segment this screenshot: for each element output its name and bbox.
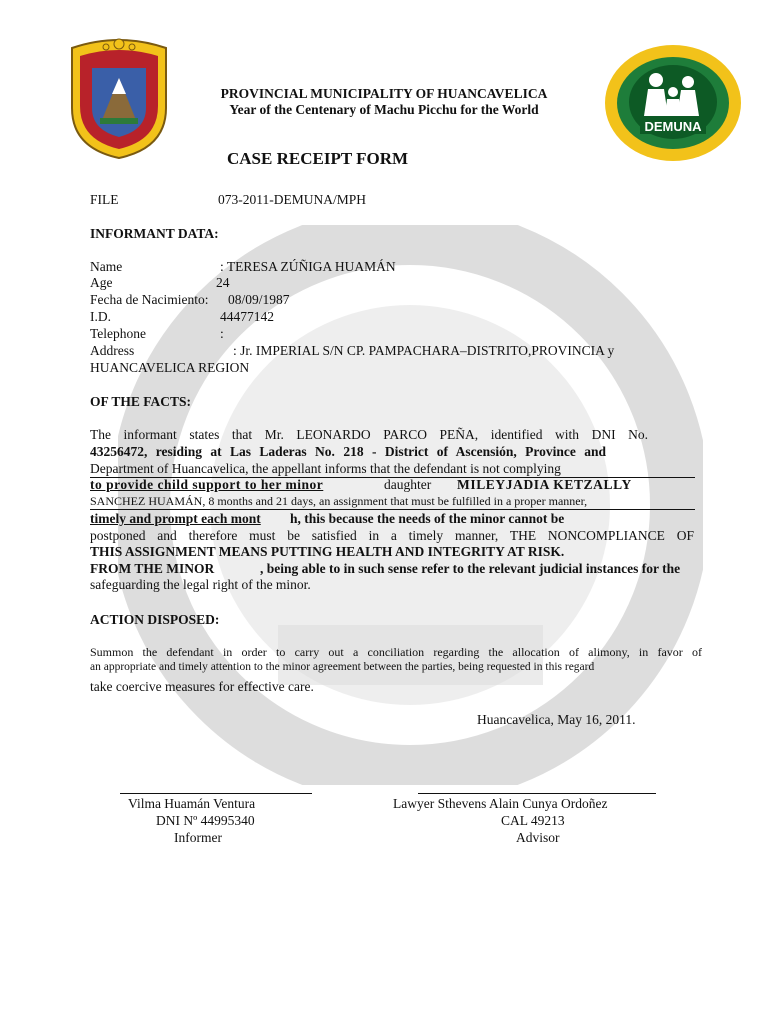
signature-line-right xyxy=(418,793,656,794)
facts-line-6b: h, this because the needs of the minor cannot be xyxy=(290,511,565,526)
id-label: I.D. xyxy=(90,309,111,324)
facts-line-7: postponed and therefore must be satisfied in a timely manner, THE NONCOMPLIANCE OF xyxy=(90,528,694,543)
dob-value: 08/09/1987 xyxy=(228,292,290,307)
facts-line-4b: daughter xyxy=(384,477,432,492)
facts-line-9b: , being able to in such sense refer to the relevant judicial instances for the xyxy=(260,561,681,576)
address-label: Address xyxy=(90,343,135,358)
facts-line-10: safeguarding the legal right of the minor. xyxy=(90,577,311,592)
signature-line-left xyxy=(120,793,312,794)
informant-heading: INFORMANT DATA: xyxy=(90,226,219,241)
phone-value: : xyxy=(220,326,224,341)
phone-label: Telephone xyxy=(90,326,147,341)
facts-line-4a: to provide child support to her minor xyxy=(90,477,324,492)
facts-line-8: THIS ASSIGNMENT MEANS PUTTING HEALTH AND INTEGRITY AT RISK. xyxy=(90,544,565,559)
facts-line-2: 43256472, residing at Las Laderas No. 218 - District of Ascensión, Province and xyxy=(90,444,606,459)
action-line-3: take coercive measures for effective care. xyxy=(90,679,314,694)
name-label: Name xyxy=(90,259,123,274)
action-line-1: Summon the defendant in order to carry out a conciliation regarding the allocation of alimony, in favor of xyxy=(90,645,702,659)
facts-line-5: SANCHEZ HUAMÁN, 8 months and 21 days, an assignment that must be fulfilled in a proper manner, xyxy=(90,494,695,510)
facts-heading: OF THE FACTS: xyxy=(90,394,192,409)
advisor-name: Lawyer Sthevens Alain Cunya Ordoñez xyxy=(393,796,608,811)
name-value: : TERESA ZÚÑIGA HUAMÁN xyxy=(220,259,396,274)
age-label: Age xyxy=(90,275,113,290)
place-date: Huancavelica, May 16, 2011. xyxy=(477,712,636,727)
form-title: CASE RECEIPT FORM xyxy=(227,149,409,168)
address-continuation: HUANCAVELICA REGION xyxy=(90,360,250,375)
dob-label: Fecha de Nacimiento: xyxy=(90,292,209,307)
informer-dni: DNI Nº 44995340 xyxy=(156,813,255,828)
advisor-role: Advisor xyxy=(516,830,560,845)
facts-line-1: The informant states that Mr. LEONARDO PARCO PEÑA, identified with DNI No. xyxy=(90,427,648,442)
file-value: 073-2011-DEMUNA/MPH xyxy=(218,192,366,207)
svg-text:DEMUNA: DEMUNA xyxy=(644,119,702,134)
address-value: : Jr. IMPERIAL S/N CP. PAMPACHARA–DISTRITO,PROVINCIA y xyxy=(233,343,615,358)
header-subtitle: Year of the Centenary of Machu Picchu for the World xyxy=(229,102,539,117)
advisor-cal: CAL 49213 xyxy=(501,813,565,828)
facts-line-4c: MILEYJADIA KETZALLY xyxy=(457,477,632,492)
action-line-2: an appropriate and timely attention to the minor agreement between the parties, being requested in this regard xyxy=(90,661,595,673)
facts-line-3: Department of Huancavelica, the appellant informs that the defendant is not complying xyxy=(90,461,695,478)
informer-name: Vilma Huamán Ventura xyxy=(128,796,256,811)
informer-role: Informer xyxy=(174,830,222,845)
facts-line-9a: FROM THE MINOR xyxy=(90,561,215,576)
header-municipality: PROVINCIAL MUNICIPALITY OF HUANCAVELICA xyxy=(220,86,548,101)
action-heading: ACTION DISPOSED: xyxy=(90,612,220,627)
facts-line-6a: timely and prompt each mont xyxy=(90,511,261,526)
file-label: FILE xyxy=(90,192,119,207)
age-value: 24 xyxy=(216,275,230,290)
id-value: 44477142 xyxy=(220,309,274,324)
